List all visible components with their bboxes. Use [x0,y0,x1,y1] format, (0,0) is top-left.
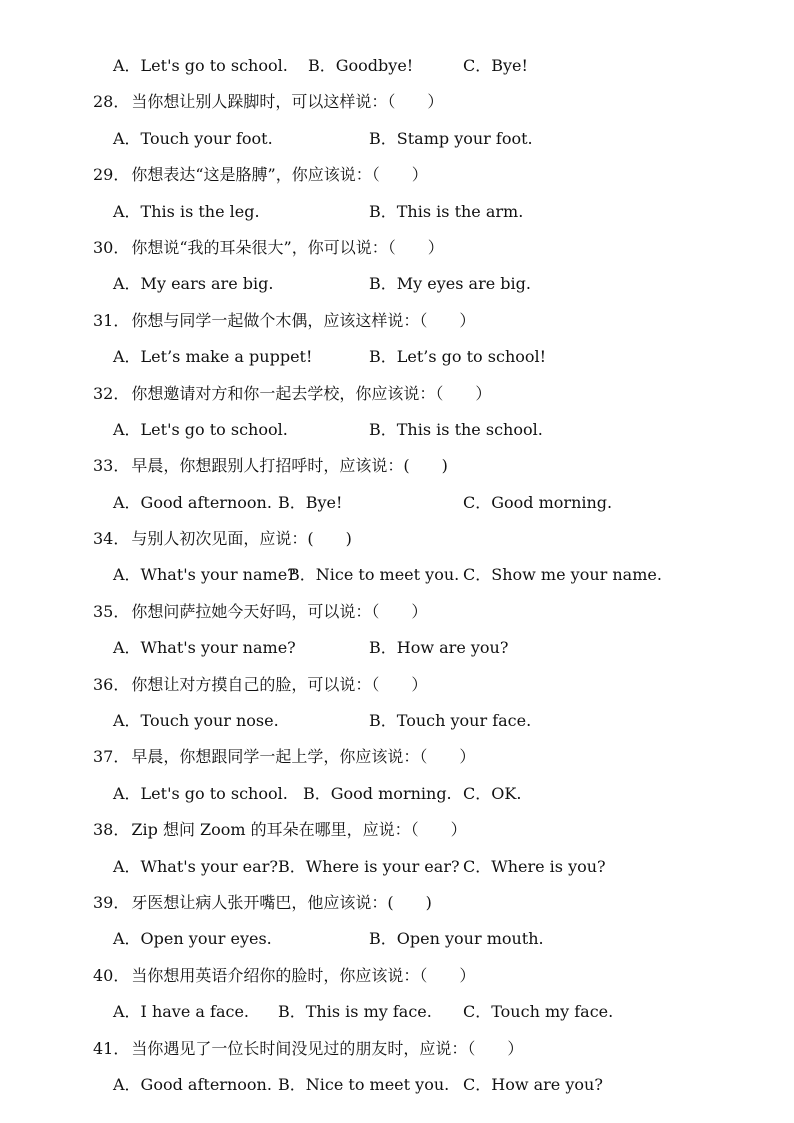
question-number: 36． [93,674,130,694]
answer-option: A．Good afternoon. [113,1074,272,1094]
answer-option: B．Touch your face. [369,711,532,731]
question-line [0,889,794,925]
question-number: 39． [93,892,130,912]
options-line [0,998,794,1034]
question-number: 31． [93,310,130,330]
answer-option: C．How are you? [463,1074,603,1094]
answer-option: C．OK. [463,783,522,803]
options-line [0,707,794,743]
question-number: 28． [93,92,130,112]
answer-option: B．Good morning. [303,783,452,803]
answer-option: A．What's your ear? [113,856,278,876]
question-line [0,962,794,998]
question-text: 与别人初次见面，应说：( ) [131,529,352,549]
answer-option: A．This is the leg. [113,201,260,221]
answer-option: B．How are you? [369,638,509,658]
answer-option: B．Goodbye! [308,56,414,75]
options-line [0,853,794,889]
question-line [0,161,794,197]
answer-option: C．Bye! [463,56,528,75]
answer-option: B．Where is your ear? [278,856,460,876]
question-text: 早晨，你想跟别人打招呼时，应该说：( ) [131,456,448,476]
answer-option: B．This is my face. [278,1002,432,1022]
answer-option: B．Stamp your foot. [369,128,533,148]
question-text: 当你遇见了一位长时间没见过的朋友时，应说：（ ） [131,1038,524,1058]
answer-option: B．Bye! [278,492,343,512]
question-number: 38． [93,820,130,840]
answer-option: C．Where is you? [463,856,606,876]
answer-option: B．This is the school. [369,419,543,439]
answer-option: B．Let’s go to school! [369,347,547,367]
answer-option: B．Nice to meet you. [288,565,460,585]
question-text: 牙医想让病人张开嘴巴，他应该说：( ) [131,892,432,912]
answer-option: A．Let's go to school. [113,783,288,803]
options-line [0,780,794,816]
answer-option: A．Touch your foot. [113,128,273,148]
answer-option: C．Touch my face. [463,1002,614,1022]
answer-option: A．Let's go to school. [113,419,288,439]
question-number: 35． [93,601,130,621]
question-line [0,452,794,488]
answer-option: A．What's your name? [113,565,296,585]
question-line [0,816,794,852]
options-line [0,270,794,306]
question-line [0,525,794,561]
answer-option: A．Let's go to school. [113,56,288,75]
question-number: 32． [93,383,130,403]
answer-option: C．Good morning. [463,492,613,512]
question-text: 你想邀请对方和你一起去学校，你应该说：（ ） [131,383,492,403]
answer-option: B．My eyes are big. [369,274,531,294]
question-number: 30． [93,237,130,257]
question-text: 你想说“我的耳朵很大”，你可以说：（ ） [131,237,444,257]
question-line [0,598,794,634]
options-line [0,52,794,88]
question-text: 当你想用英语介绍你的脸时，你应该说：（ ） [131,965,476,985]
question-line [0,234,794,270]
question-line [0,671,794,707]
question-text: 你想问萨拉她今天好吗，可以说：（ ） [131,601,428,621]
options-line [0,925,794,961]
question-text: 早晨，你想跟同学一起上学，你应该说：（ ） [131,747,476,767]
question-text: 你想表达“这是胳膊”，你应该说：（ ） [131,165,428,185]
question-number: 33． [93,456,130,476]
answer-option: A．Touch your nose. [113,711,279,731]
answer-option: A．I have a face. [113,1002,250,1022]
question-number: 37． [93,747,130,767]
options-line [0,634,794,670]
question-line [0,307,794,343]
question-text: 你想与同学一起做个木偶，应该这样说：（ ） [131,310,476,330]
question-number: 41． [93,1038,130,1058]
answer-option: A．Let’s make a puppet! [113,347,313,367]
answer-option: B．Nice to meet you. [278,1074,450,1094]
options-line [0,561,794,597]
options-line [0,198,794,234]
answer-option: A．My ears are big. [113,274,274,294]
options-line [0,489,794,525]
question-text: 你想让对方摸自己的脸，可以说：（ ） [131,674,428,694]
question-text: 当你想让别人跺脚时，可以这样说：（ ） [131,92,444,112]
question-number: 29． [93,165,130,185]
options-line [0,125,794,161]
question-line [0,1035,794,1071]
question-line [0,380,794,416]
question-line [0,88,794,124]
options-line [0,416,794,452]
question-number: 40． [93,965,130,985]
answer-option: B．Open your mouth. [369,929,544,949]
answer-option: C．Show me your name. [463,565,662,585]
question-line [0,743,794,779]
options-line [0,1071,794,1107]
options-line [0,343,794,379]
answer-option: A．Good afternoon. [113,492,272,512]
answer-option: A．What's your name? [113,638,296,658]
question-text: Zip 想问 Zoom 的耳朵在哪里，应说：（ ） [131,820,467,840]
answer-option: B．This is the arm. [369,201,524,221]
answer-option: A．Open your eyes. [113,929,272,949]
question-number: 34． [93,529,130,549]
